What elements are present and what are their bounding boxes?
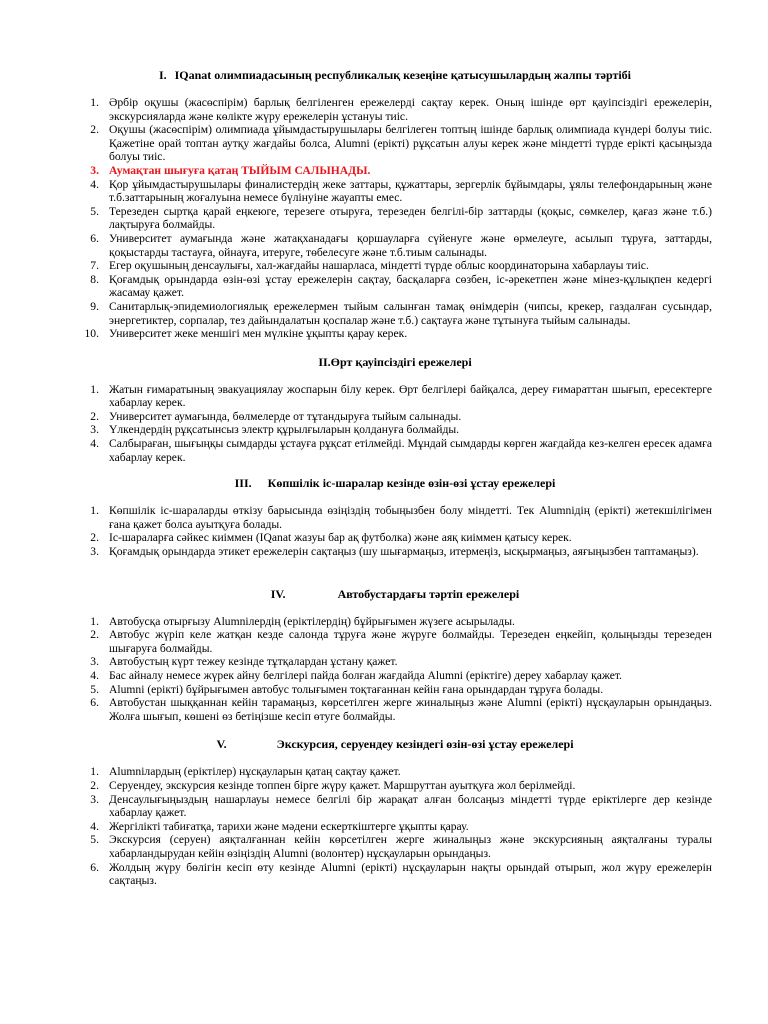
section-heading-5: [78, 737, 712, 751]
list-item-warning: 3. Аумақтан шығуға қатаң ТЫЙЫМ САЛЫНАДЫ.: [90, 163, 371, 177]
list-item: 7. Егер оқушының денсаулығы, хал-жағдайы нашарласа, міндетті түрде облыс координаторына хабарлауы тиіс.: [90, 259, 649, 273]
section-title: Экскурсия, серуендеу кезіндегі өзін-өзі ұстау ережелері: [276, 737, 574, 752]
list-item: 1. Автобусқа отырғызу Alumniлердің (еріктілердің) бұйрығымен жүзеге асырылады.: [90, 614, 515, 628]
list-item: 1. Көпшілік іс-шараларды өткізу барысында өзіңіздің тобыңызбен болу міндетті. Тек Alumniдің (ерікті) жетекшілігімен ғана қажет болса ауытқуға болады.: [90, 504, 712, 531]
list-item: 6. Автобустан шыққаннан кейін тарамаңыз, көрсетілген жерге жиналыңыз және Alumni (ерікті) нұсқауларын орындаңыз. Жолға шығып, көшені өз бетіңізше кесіп өтуге болмайды.: [90, 696, 712, 723]
list-item: 3. Автобустың күрт тежеу кезінде тұтқалардан ұстану қажет.: [90, 655, 398, 669]
list-item: 3. Денсаулығыңыздың нашарлауы немесе белгілі бір жарақат алған болсаңыз міндетті түрде еріктілерге дер кезінде хабарлау қажет.: [90, 792, 712, 820]
list-item: 5. Alumni (ерікті) бұйрығымен автобус толығымен тоқтағаннан кейін ғана орындардан тұруға болады.: [90, 682, 604, 696]
list-item: 6. Университет аумағында және жатақханадағы қоршауларға сүйенуге және өрмелеуге, асылып тұруға, заттарды, қоқыстарды тастауға, ойнауға, итеруге, төбелесуге және т.б.тиым салынады.: [90, 231, 712, 259]
section-title: IQanat олимпиадасының республикалық кезеңіне қатысушылардың жалпы тәртібі: [174, 68, 632, 82]
list-item: 1. Жатын ғимаратының эвакуациялау жоспарын білу керек. Өрт белгілері байқалса, дереу ғимараттан шығып, ересектерге хабарлау керек.: [90, 382, 712, 410]
section-heading-1: [78, 68, 712, 82]
list-item: 4. Бас айналу немесе жүрек айну белгілері пайда болған жағдайда Alumni (ерiктiге) дереу хабарлау қажет.: [90, 669, 622, 682]
list-item: 4. Жергілікті табиғатқа, тарихи және мәдени ескерткіштерге ұқыпты қарау.: [90, 819, 469, 833]
list-item: 5. Экскурсия (серуен) аяқталғаннан кейін көрсетілген жерге жиналыңыз және экскурсияның аяқталғаны туралы хабарландырудан кейін өзіңіздің Alumni (волонтер) нұсқауларын орындаңыз.: [90, 833, 712, 860]
section-heading-2: [78, 355, 712, 369]
list-item: 5. Терезеден сыртқа қарай еңкеюге, терезеге отыруға, терезеден белгілі-бір заттарды (қоқыс, сөмкелер, қағаз және т.б.) лақтыруға болмайды.: [90, 204, 712, 232]
section-1-list: [78, 96, 712, 341]
list-item: 6. Жолдың жүру бөлігін кесіп өту кезінде Alumni (ерікті) нұсқауларын нақты орындай отырып, жол жүру ережелерін сақтаңыз.: [90, 860, 712, 888]
list-item: 1. Әрбір оқушы (жасөспірім) барлық белгіленген ережелерді сақтау керек. Оның ішінде өрт қауіпсіздігі ережелерін, экскурсияларда және көлікте жүру ережелерін ұстануы тиіс.: [90, 96, 712, 123]
list-item: 1. Alumniлардың (еріктілер) нұсқауларын қатаң сақтау қажет.: [90, 765, 401, 779]
section-4-list: [78, 615, 712, 724]
section-title: Автобустардағы тәртіп ережелері: [337, 586, 520, 601]
section-number: V.: [216, 737, 227, 752]
section-title: Көпшілік іс-шаралар кезінде өзін-өзі ұстау ережелері: [267, 476, 556, 491]
section-number: III.: [234, 476, 252, 491]
section-heading-3: [78, 476, 712, 490]
list-item: 9. Санитарлық-эпидемиологиялық ережелермен тыйым салынған тамақ өнімдерін (чипсы, крекер, газдалған сусындар, энергетиктер, сорпалар, тез дайындалатын қоспалар және т.б.) сақтауға және тұтынуға тыйым салынады.: [90, 299, 712, 327]
list-item: 2. Автобус жүріп келе жатқан кезде салонда тұруға және жүруге болмайды. Терезеден еңкейіп, қолыңызды терезеден шығаруға болмайды.: [90, 628, 712, 655]
list-item: 4. Қор ұйымдастырушылары финалистердің жеке заттары, құжаттары, зергерлік бұйымдары, ұялы телефондарының және т.б.заттарының жоғалуына немесе бүлінуіне жауапты емес.: [90, 177, 712, 205]
section-5-list: [78, 765, 712, 887]
list-item: 3. Үлкендердің рұқсатынсыз электр құрылғыларын қолдануға болмайды.: [90, 423, 460, 437]
list-item: 3. Қоғамдық орындарда этикет ережелерін сақтаңыз (шу шығармаңыз, итермеңіз, ысқырмаңыз, аяғыңызбен таптамаңыз).: [90, 545, 699, 559]
section-number: II.: [318, 354, 331, 369]
list-item: 2. Оқушы (жасөспірім) олимпиада ұйымдастырушылары белгілеген топтың ішінде барлық олимпиада күндері болуы тиіс. Қажетіне орай топтан аутқу жағдайы болса, Alumni (ерікті) рұқсатын алуы керек және міндетті түрде ерікті қасыңызда болуы тиіс.: [90, 123, 712, 164]
list-item: 2. Университет аумағында, бөлмелерде от тұтандыруға тыйым салынады.: [90, 409, 462, 423]
section-2-list: [78, 383, 712, 465]
list-item: 8. Қоғамдық орындарда өзін-өзі ұстау ережелерін сақтау, басқаларға сөзбен, іс-әрекетпен және мінез-құлықпен кедергі жасамау қажет.: [90, 272, 712, 300]
list-item: 2. Серуендеу, экскурсия кезінде топпен бірге жүру қажет. Маршруттан ауытқуға жол берілмейді.: [90, 778, 576, 792]
section-3-list: [78, 504, 712, 558]
section-number: IV.: [270, 586, 286, 601]
list-item: 10. Университет жеке меншігі мен мүлкіне ұқыпты қарау керек.: [84, 327, 408, 341]
list-item: 2. Іс-шараларға сәйкес киіммен (IQanat жазуы бар ақ футболка) және аяқ киіммен қатысу керек.: [90, 531, 572, 545]
section-number: I.: [158, 68, 167, 82]
section-title: Өрт қауіпсіздігі ережелері: [330, 354, 472, 369]
section-heading-4: [78, 587, 712, 601]
list-item: 4. Салбыраған, шығыңқы сымдарды ұстауға рұқсат етілмейді. Мұндай сымдарды көрген жағдайда кез-келген ересек адамға хабарлау керек.: [90, 437, 712, 464]
